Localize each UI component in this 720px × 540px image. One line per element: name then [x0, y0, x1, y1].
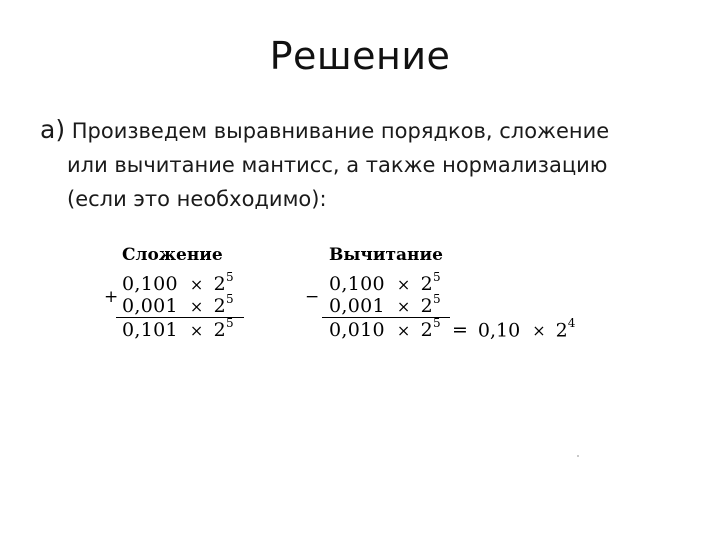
addition-mantissa-2: 0,001: [122, 295, 178, 318]
addition-base-1: 2: [213, 273, 227, 296]
addition-operator: +: [104, 287, 119, 307]
addition-times-2: ×: [189, 297, 204, 317]
bullet-paragraph: [40, 113, 690, 216]
addition-row-2: [122, 294, 234, 317]
subtraction-base-2: 2: [420, 295, 434, 318]
normalized-exp: 4: [567, 316, 576, 330]
normalized-times: ×: [532, 321, 546, 341]
normalized-result: [452, 318, 575, 341]
subtraction-row-2: [329, 294, 441, 317]
addition-exp-2: 5: [226, 292, 234, 306]
addition-heading: Сложение: [122, 245, 223, 265]
bullet-letter: а): [40, 115, 66, 144]
subtraction-row-3: [329, 318, 441, 341]
decorative-speck: [577, 455, 579, 457]
subtraction-mantissa-2: 0,001: [329, 295, 385, 318]
subtraction-exp-1: 5: [433, 270, 441, 284]
bullet-text-1: Произведем выравнивание порядков, сложение: [65, 119, 610, 143]
subtraction-times-1: ×: [396, 275, 411, 295]
addition-base-2: 2: [213, 295, 227, 318]
addition-exp-1: 5: [226, 270, 234, 284]
addition-exp-3: 5: [226, 316, 234, 330]
bullet-line-1: [40, 113, 690, 148]
subtraction-base-3: 2: [420, 319, 434, 342]
subtraction-times-2: ×: [396, 297, 411, 317]
subtraction-mantissa-1: 0,100: [329, 273, 385, 296]
subtraction-exp-3: 5: [433, 316, 441, 330]
addition-mantissa-3: 0,101: [122, 319, 178, 342]
addition-row-1: [122, 272, 234, 295]
bullet-line-3: (если это необходимо):: [67, 187, 327, 211]
subtraction-base-1: 2: [420, 273, 434, 296]
addition-mantissa-1: 0,100: [122, 273, 178, 296]
addition-times-3: ×: [189, 321, 204, 341]
subtraction-row-1: [329, 272, 441, 295]
subtraction-times-3: ×: [396, 321, 411, 341]
normalized-base: 2: [555, 319, 568, 342]
addition-times-1: ×: [189, 275, 204, 295]
subtraction-mantissa-3: 0,010: [329, 319, 385, 342]
addition-row-3: [122, 318, 234, 341]
addition-base-3: 2: [213, 319, 227, 342]
subtraction-exp-2: 5: [433, 292, 441, 306]
subtraction-heading: Вычитание: [329, 245, 443, 265]
bullet-line-2: или вычитание мантисс, а также нормализацию: [67, 153, 608, 177]
normalized-mantissa: 0,10: [477, 319, 521, 342]
subtraction-operator: −: [305, 287, 320, 307]
normalized-equals: =: [452, 319, 468, 342]
slide-title: Решение: [269, 34, 451, 78]
